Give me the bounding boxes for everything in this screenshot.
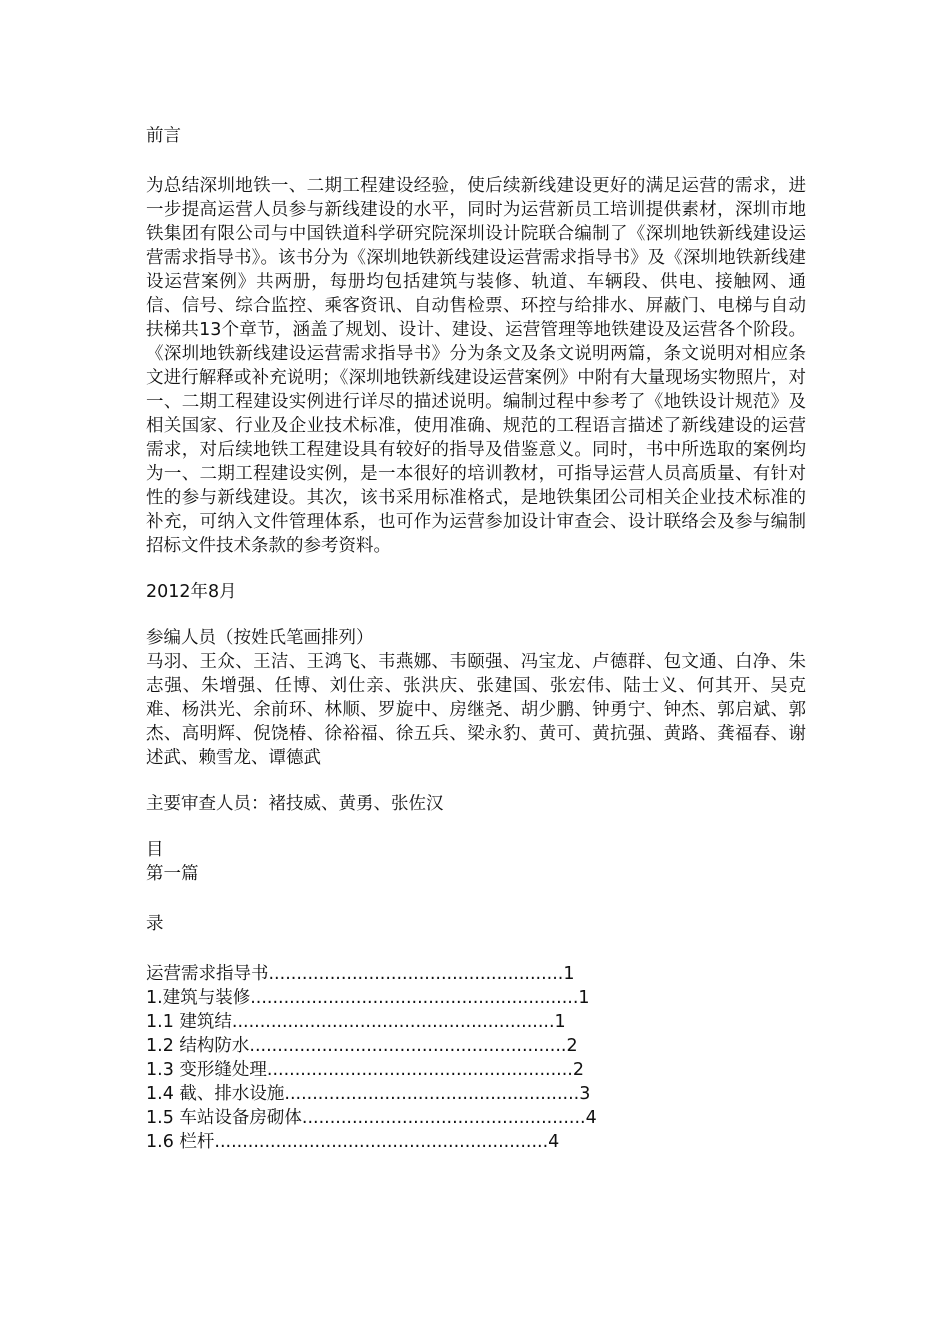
toc-entry-ops-guide[interactable]: 运营需求指导书.....................................................1 [146, 964, 575, 984]
toc-entry-1-4[interactable]: 1.4 截、排水设施.....................................................3 [146, 1084, 591, 1104]
reviewers-line: 主要审查人员：褚技威、黄勇、张佐汉 [146, 794, 444, 814]
toc-list [146, 962, 806, 1154]
toc-entry-1-5[interactable]: 1.5 车站设备房砌体...................................................4 [146, 1108, 597, 1128]
contributors-heading: 参编人员（按姓氏笔画排列） [146, 628, 374, 648]
toc-entry-1-3[interactable]: 1.3 变形缝处理.......................................................2 [146, 1060, 584, 1080]
toc-entry-1[interactable]: 1.建筑与装修...........................................................1 [146, 988, 590, 1008]
toc-title-first-char: 目 [146, 840, 164, 860]
toc-title-second-char: 录 [146, 914, 164, 934]
toc-entry-1-6[interactable]: 1.6 栏杆............................................................4 [146, 1132, 560, 1152]
preface-date: 2012年8月 [146, 582, 237, 602]
contributors-names: 马羽、王众、王洁、王鸿飞、韦燕娜、韦颐强、冯宝龙、卢德群、包文通、白净、朱志强、朱增强、任博、刘仕亲、张洪庆、张建国、张宏伟、陆士义、何其开、吴克难、杨洪光、余前环、林顺、罗旋中、房继尧、胡少鹏、钟勇宁、钟杰、郭启斌、郭杰、高明辉、倪饶椿、徐裕福、徐五兵、梁永豹、黄可、黄抗强、黄路、龚福春、谢述武、赖雪龙、谭德武 [146, 652, 806, 768]
toc-part-label: 第一篇 [146, 864, 199, 884]
document-content [146, 124, 806, 1154]
preface-title: 前言 [146, 126, 181, 146]
toc-entry-1-2[interactable]: 1.2 结构防水.........................................................2 [146, 1036, 578, 1056]
preface-body: 为总结深圳地铁一、二期工程建设经验，使后续新线建设更好的满足运营的需求，进一步提高运营人员参与新线建设的水平，同时为运营新员工培训提供素材，深圳市地铁集团有限公司与中国铁道科学研究院深圳设计院联合编制了《深圳地铁新线建设运营需求指导书》。该书分为《深圳地铁新线建设运营需求指导书》及《深圳地铁新线建设运营案例》共两册，每册均包括建筑与装修、轨道、车辆段、供电、接触网、通信、信号、综合监控、乘客资讯、自动售检票、环控与给排水、屏蔽门、电梯与自动扶梯共13个章节，涵盖了规划、设计、建设、运营管理等地铁建设及运营各个阶段。《深圳地铁新线建设运营需求指导书》分为条文及条文说明两篇，条文说明对相应条文进行解释或补充说明；《深圳地铁新线建设运营案例》中附有大量现场实物照片，对一、二期工程建设实例进行详尽的描述说明。编制过程中参考了《地铁设计规范》及相关国家、行业及企业技术标准，使用准确、规范的工程语言描述了新线建设的运营需求，对后续地铁工程建设具有较好的指导及借鉴意义。同时，书中所选取的案例均为一、二期工程建设实例，是一本很好的培训教材，可指导运营人员高质量、有针对性的参与新线建设。其次，该书采用标准格式，是地铁集团公司相关企业技术标准的补充，可纳入文件管理体系，也可作为运营参加设计审查会、设计联络会及参与编制招标文件技术条款的参考资料。 [146, 176, 806, 556]
toc-entry-1-1[interactable]: 1.1 建筑结..........................................................1 [146, 1012, 566, 1032]
